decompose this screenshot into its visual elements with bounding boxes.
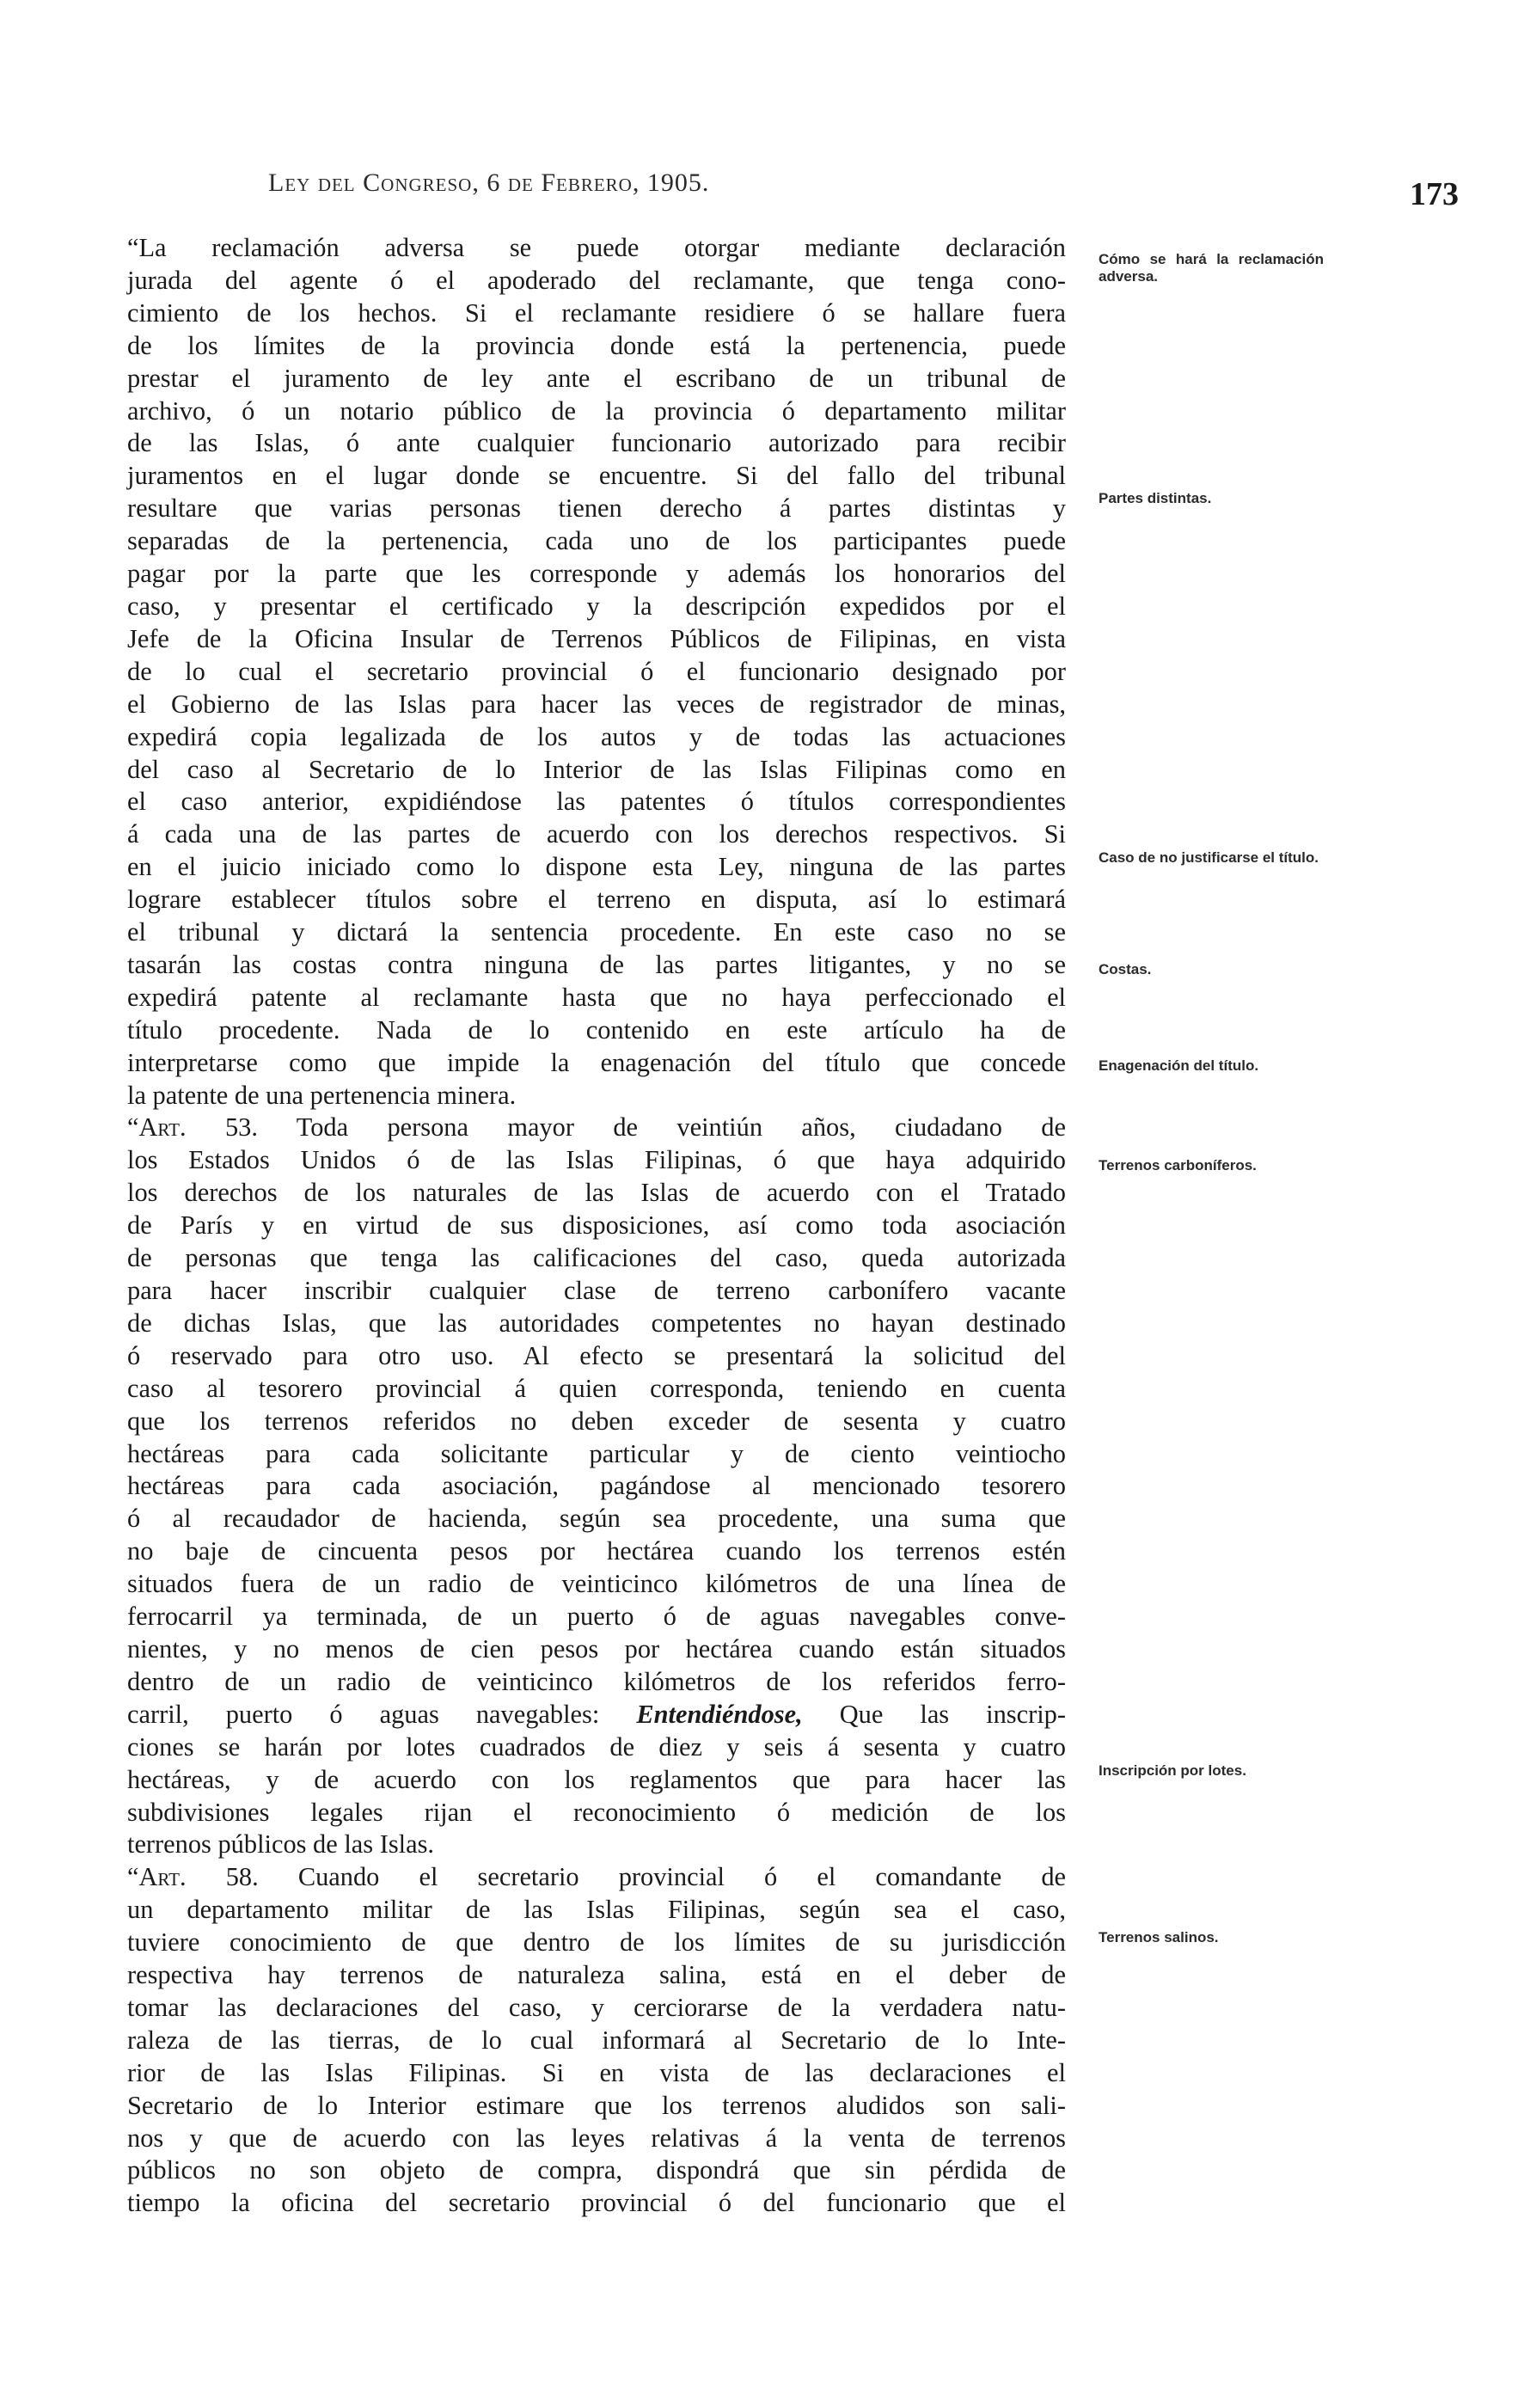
text-line: separadas de la pertenencia, cada uno de los participantes puede [127, 526, 1066, 556]
text-line: hectáreas, y de acuerdo con los reglamentos que para hacer las [127, 1764, 1066, 1794]
text-line: resultare que varias personas tienen derecho á partes distintas y [127, 493, 1066, 524]
text-line: tomar las declaraciones del caso, y cerciorarse de la verdadera natu- [127, 1992, 1066, 2022]
text-line: “La reclamación adversa se puede otorgar mediante declaración [127, 233, 1066, 262]
text-line: raleza de las tierras, de lo cual informará al Secretario de lo Inte- [127, 2025, 1066, 2055]
text-line: situados fuera de un radio de veinticinco kilómetros de una línea de [127, 1569, 1066, 1599]
text-line [93, 1699, 1066, 1731]
text-line: á cada una de las partes de acuerdo con los derechos respectivos. Si [127, 819, 1066, 849]
text-fragment: carril, puerto ó aguas navegables: [127, 1699, 637, 1729]
margin-note: Enagenación del título. [1099, 1057, 1259, 1074]
paragraph [93, 1861, 1066, 2220]
text-line: lograre establecer títulos sobre el terreno en disputa, así lo estimará [127, 885, 1066, 915]
margin-note: Caso de no justificarse el título. [1099, 849, 1319, 866]
text-line: nientes, y no menos de cien pesos por hectárea cuando están situados [127, 1633, 1066, 1664]
text-line [93, 1861, 1066, 1894]
text-line: archivo, ó un notario público de la provincia ó departamento militar [127, 395, 1066, 426]
text-line: ciones se harán por lotes cuadrados de diez y seis á sesenta y cuatro [127, 1731, 1066, 1762]
text-line: jurada del agente ó el apoderado del reclamante, que tenga cono- [127, 265, 1066, 295]
text-line: ó al recaudador de hacienda, según sea procedente, una suma que [127, 1504, 1066, 1534]
text-line: del caso al Secretario de lo Interior de las Islas Filipinas como en [127, 754, 1066, 784]
text-line: terrenos públicos de las Islas. [127, 1829, 435, 1860]
text-line: un departamento militar de las Islas Filipinas, según sea el caso, [127, 1895, 1066, 1925]
text-line: respectiva hay terrenos de naturaleza salina, está en el deber de [127, 1960, 1066, 1990]
text-line: pagar por la parte que les corresponde y además los honorarios del [127, 559, 1066, 589]
text-line: Jefe de la Oficina Insular de Terrenos Públicos de Filipinas, en vista [127, 623, 1066, 653]
text-line: dentro de un radio de veinticinco kilómetros de los referidos ferro- [127, 1666, 1066, 1696]
text-fragment: Que las inscrip- [802, 1699, 1066, 1729]
text-line: de lo cual el secretario provincial ó el funcionario designado por [127, 656, 1066, 686]
body-text [93, 232, 1066, 2220]
margin-note: Terrenos carboníferos. [1099, 1157, 1257, 1173]
text-line: los derechos de los naturales de las Islas de acuerdo con el Tratado [127, 1178, 1066, 1208]
text-line: los Estados Unidos ó de las Islas Filipinas, ó que haya adquirido [127, 1145, 1066, 1175]
margin-note: Inscripción por lotes. [1099, 1762, 1246, 1779]
text-line: título procedente. Nada de lo contenido en este artículo ha de [127, 1014, 1066, 1045]
text-line: que los terrenos referidos no deben exceder de sesenta y cuatro [127, 1406, 1066, 1436]
text-fragment: Cuando el secretario provincial ó el comandante de [258, 1862, 1067, 1892]
margin-note: Terrenos salinos. [1099, 1929, 1219, 1945]
proviso-term: Entendiéndose, [636, 1699, 803, 1729]
text-line [93, 1112, 1066, 1144]
text-line: Secretario de lo Interior estimare que los terrenos aludidos son sali- [127, 2090, 1066, 2120]
margin-note: Cómo se hará la reclamación adversa. [1099, 251, 1324, 285]
text-line: subdivisiones legales rijan el reconocimiento ó medición de los [127, 1797, 1066, 1827]
text-fragment: Toda persona mayor de veintiún años, ciudadano de [257, 1112, 1066, 1143]
text-line: públicos no son objeto de compra, dispondrá que sin pérdida de [127, 2155, 1066, 2185]
text-line: de los límites de la provincia donde está la pertenencia, puede [127, 330, 1066, 360]
text-line: expedirá patente al reclamante hasta que no haya perfeccionado el [127, 982, 1066, 1012]
text-line: el Gobierno de las Islas para hacer las veces de registrador de minas, [127, 689, 1066, 719]
text-line: ó reservado para otro uso. Al efecto se presentará la solicitud del [127, 1340, 1066, 1370]
text-line: no baje de cincuenta pesos por hectárea cuando los terrenos estén [127, 1536, 1066, 1566]
text-line: de dichas Islas, que las autoridades competentes no hayan destinado [127, 1308, 1066, 1338]
text-line: tasarán las costas contra ninguna de las partes litigantes, y no se [127, 949, 1066, 979]
article-label: “Art. 53. [127, 1112, 258, 1143]
text-line: de París y en virtud de sus disposiciones, así como toda asociación [127, 1210, 1066, 1241]
text-line: nos y que de acuerdo con las leyes relativas á la venta de terrenos [127, 2123, 1066, 2153]
text-line: el caso anterior, expidiéndose las patentes ó títulos correspondientes [127, 787, 1066, 817]
text-line: de personas que tenga las calificaciones del caso, queda autorizada [127, 1243, 1066, 1273]
text-line: para hacer inscribir cualquier clase de terreno carbonífero vacante [127, 1276, 1066, 1305]
running-header: Ley del Congreso, 6 de Febrero, 1905. [268, 168, 710, 197]
text-line: hectáreas para cada asociación, pagándose al mencionado tesorero [127, 1471, 1066, 1501]
text-line: prestar el juramento de ley ante el escribano de un tribunal de [127, 363, 1066, 393]
text-line: tiempo la oficina del secretario provincial ó del funcionario que el [127, 2188, 1066, 2218]
text-line: la patente de una pertenencia minera. [127, 1080, 517, 1110]
page-number: 173 [1410, 176, 1459, 212]
text-line: expedirá copia legalizada de los autos y de todas las actuaciones [127, 721, 1066, 751]
text-line: juramentos en el lugar donde se encuentre. Si del fallo del tribunal [127, 461, 1066, 491]
text-line: caso al tesorero provincial á quien corresponda, teniendo en cuenta [127, 1373, 1066, 1403]
text-line: de las Islas, ó ante cualquier funcionario autorizado para recibir [127, 428, 1066, 458]
article-label: “Art. 58. [127, 1862, 259, 1892]
text-line: interpretarse como que impide la enagenación del título que concede [127, 1047, 1066, 1077]
text-line: cimiento de los hechos. Si el reclamante residiere ó se hallare fuera [127, 297, 1066, 328]
text-line: en el juicio iniciado como lo dispone esta Ley, ninguna de las partes [127, 852, 1066, 882]
text-line: rior de las Islas Filipinas. Si en vista de las declaraciones el [127, 2057, 1066, 2087]
paragraph [93, 232, 1066, 1112]
text-line: el tribunal y dictará la sentencia procedente. En este caso no se [127, 917, 1066, 947]
text-line: caso, y presentar el certificado y la descripción expedidos por el [127, 591, 1066, 621]
margin-note: Partes distintas. [1099, 490, 1212, 506]
text-line: tuviere conocimiento de que dentro de los límites de su jurisdicción [127, 1927, 1066, 1958]
text-line: ferrocarril ya terminada, de un puerto ó de aguas navegables conve- [127, 1602, 1066, 1632]
text-line: hectáreas para cada solicitante particular y de ciento veintiocho [127, 1438, 1066, 1468]
margin-note: Costas. [1099, 961, 1152, 977]
paragraph [93, 1112, 1066, 1861]
